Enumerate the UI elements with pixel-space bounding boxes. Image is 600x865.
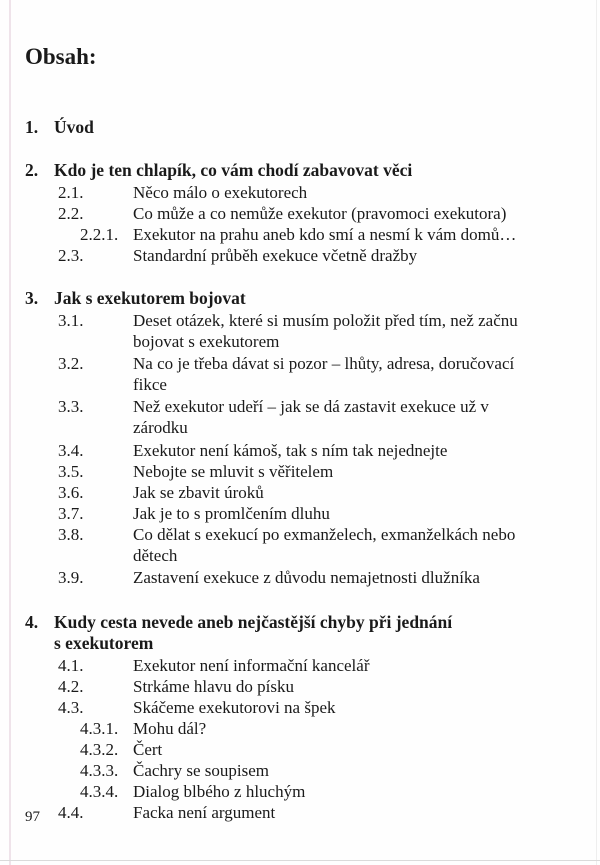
item-number: 3.3. (58, 397, 84, 416)
item-number: 3.4. (58, 441, 84, 460)
item-number: 3.5. (58, 462, 84, 481)
item-text: Co může a co nemůže exekutor (pravomoci exekutora) (133, 204, 507, 223)
item-text: Exekutor na prahu aneb kdo smí a nesmí k vám domů… (133, 225, 517, 244)
item-text-continued: zárodku (133, 418, 188, 437)
toc-subitem (0, 781, 600, 802)
toc-item (0, 697, 600, 718)
item-number: 3.8. (58, 525, 84, 544)
item-number: 3.9. (58, 568, 84, 587)
toc-item (0, 182, 600, 203)
item-text: Skáčeme exekutorovi na špek (133, 698, 336, 717)
toc-item (0, 524, 600, 565)
toc-subitem (0, 760, 600, 781)
toc-item (0, 503, 600, 524)
item-text: Nebojte se mluvit s věřitelem (133, 462, 334, 481)
chapter-number: 2. (25, 160, 39, 180)
page-bottom-edge (0, 860, 600, 861)
item-number: 2.2. (58, 204, 84, 223)
toc-item (0, 353, 600, 394)
item-text: Čachry se soupisem (133, 761, 269, 780)
toc-subitem (0, 718, 600, 739)
toc-item (0, 802, 600, 823)
item-number: 3.1. (58, 311, 84, 330)
toc-subitem (0, 739, 600, 760)
item-number: 4.1. (58, 656, 84, 675)
toc-chapter (0, 288, 600, 309)
item-text: Facka není argument (133, 803, 276, 822)
toc-item (0, 655, 600, 676)
item-text: Jak se zbavit úroků (133, 483, 264, 502)
item-number: 3.7. (58, 504, 84, 523)
item-text: Standardní průběh exekuce včetně dražby (133, 246, 418, 265)
item-text-continued: fikce (133, 375, 167, 394)
chapter-title: Kdo je ten chlapík, co vám chodí zabavovat věci (54, 160, 413, 180)
item-text: Čert (133, 740, 163, 759)
item-number: 4.3.1. (80, 719, 119, 738)
toc-subitem (0, 224, 600, 245)
toc-chapter (0, 160, 600, 181)
item-text: Exekutor není informační kancelář (133, 656, 370, 675)
page-number: 97 (25, 809, 40, 825)
item-text: Něco málo o exekutorech (133, 183, 308, 202)
toc-item (0, 440, 600, 461)
item-text-continued: bojovat s exekutorem (133, 332, 280, 351)
toc-item (0, 676, 600, 697)
chapter-number: 4. (25, 612, 39, 632)
toc-item (0, 310, 600, 351)
toc-title: Obsah: (25, 44, 97, 69)
toc-item (0, 461, 600, 482)
item-text: Deset otázek, které si musím položit před tím, než začnu (133, 311, 518, 330)
toc-item (0, 482, 600, 503)
item-text: Strkáme hlavu do písku (133, 677, 295, 696)
toc-chapter (0, 612, 600, 653)
item-number: 2.1. (58, 183, 84, 202)
item-text: Jak je to s promlčením dluhu (133, 504, 330, 523)
chapter-title: Kudy cesta nevede aneb nejčastější chyby při jednání (54, 612, 453, 632)
chapter-title: Jak s exekutorem bojovat (54, 288, 246, 308)
item-text-continued: dětech (133, 546, 178, 565)
chapter-number: 3. (25, 288, 39, 308)
chapter-title-continued: s exekutorem (54, 633, 154, 653)
item-text: Dialog blbého z hluchým (133, 782, 306, 801)
item-number: 4.3. (58, 698, 84, 717)
item-text: Na co je třeba dávat si pozor – lhůty, adresa, doručovací (133, 354, 515, 373)
item-number: 2.3. (58, 246, 84, 265)
item-number: 4.4. (58, 803, 84, 822)
chapter-title: Úvod (54, 117, 94, 137)
chapter-number: 1. (25, 117, 39, 137)
item-text: Exekutor není kámoš, tak s ním tak nejednejte (133, 441, 448, 460)
item-number: 4.3.4. (80, 782, 119, 801)
toc-item (0, 203, 600, 224)
item-number: 4.3.2. (80, 740, 119, 759)
toc-item (0, 567, 600, 588)
item-number: 4.3.3. (80, 761, 119, 780)
item-text: Mohu dál? (133, 719, 207, 738)
item-text: Co dělat s exekucí po exmanželech, exmanželkách nebo (133, 525, 516, 544)
item-number: 3.2. (58, 354, 84, 373)
toc-item (0, 396, 600, 437)
item-text: Zastavení exekuce z důvodu nemajetnosti dlužníka (133, 568, 480, 587)
item-text: Než exekutor udeří – jak se dá zastavit exekuce už v (133, 397, 489, 416)
toc-chapter (0, 117, 600, 138)
item-number: 2.2.1. (80, 225, 119, 244)
item-number: 4.2. (58, 677, 84, 696)
toc-chapter (0, 256, 600, 277)
item-number: 3.6. (58, 483, 84, 502)
